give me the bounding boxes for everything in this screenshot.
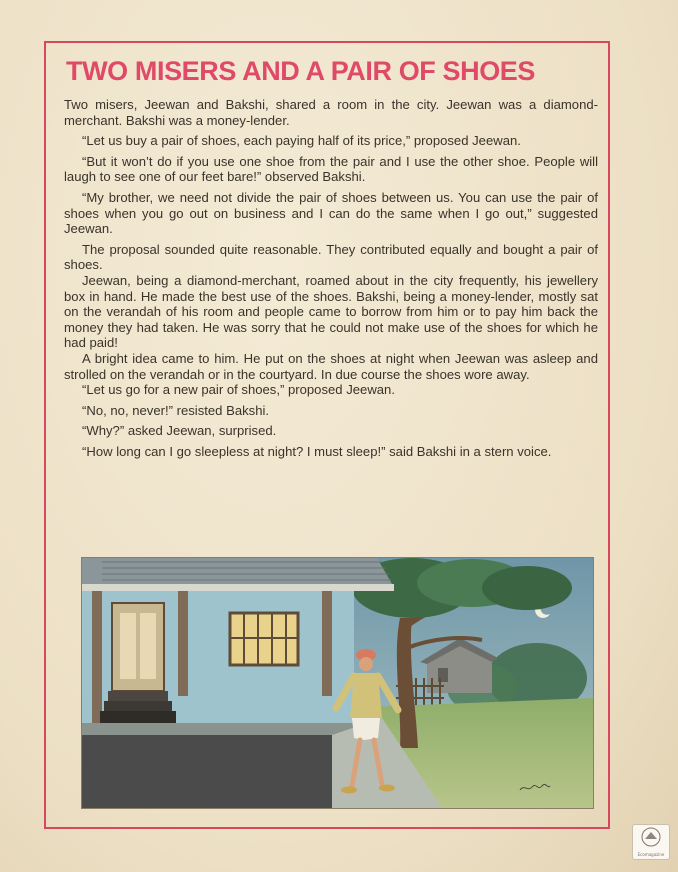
night-house-scene-illustration: [82, 558, 593, 808]
story-paragraph: “How long can I go sleepless at night? I must sleep!” said Bakshi in a stern voice.: [82, 443, 552, 459]
stamp-emblem-icon: [633, 825, 669, 851]
story-paragraph: “Let us buy a pair of shoes, each paying half of its price,” proposed Jeewan.: [82, 133, 521, 149]
story-paragraph: “No, no, never!” resisted Bakshi.: [82, 402, 270, 418]
library-stamp-icon: [632, 824, 670, 860]
story-paragraph: “Let us go for a new pair of shoes,” proposed Jeewan.: [82, 382, 395, 398]
stamp-label: Ecomagazine: [637, 852, 665, 857]
story-paragraph: “Why?” asked Jeewan, surprised.: [82, 423, 277, 439]
story-paragraph: “But it won’t do if you use one shoe from the pair and I use the other shoe. People will laugh to see one of our feet bare!” observed Bakshi.: [64, 153, 598, 185]
story-paragraph: A bright idea came to him. He put on the shoes at night when Jeewan was asleep and strolled on the verandah or in the courtyard. In due course the shoes wore away.: [64, 350, 598, 382]
story-title: TWO MISERS AND A PAIR OF SHOES: [66, 56, 536, 86]
story-paragraph: “My brother, we need not divide the pair of shoes between us. You can use the pair of shoes when you go out on business and I can do the same when I go out,” suggested Jeewan.: [64, 189, 598, 237]
story-paragraph: Jeewan, being a diamond-merchant, roamed about in the city frequently, his jewellery box in hand. He made the best use of the shoes. Bakshi, being a money-lender, mostly sat on the verandah of his room and people came to borrow from him or to pay him back the money they had taken. He was sorry that he could not make use of the shoes for which he had paid!: [64, 272, 598, 351]
story-illustration: [81, 557, 594, 809]
story-paragraph: Two misers, Jeewan and Bakshi, shared a room in the city. Jeewan was a diamond-merchant. Bakshi was a money-lender.: [64, 97, 598, 128]
story-paragraph: The proposal sounded quite reasonable. They contributed equally and bought a pair of shoes.: [64, 241, 598, 273]
story-body: [64, 97, 598, 464]
